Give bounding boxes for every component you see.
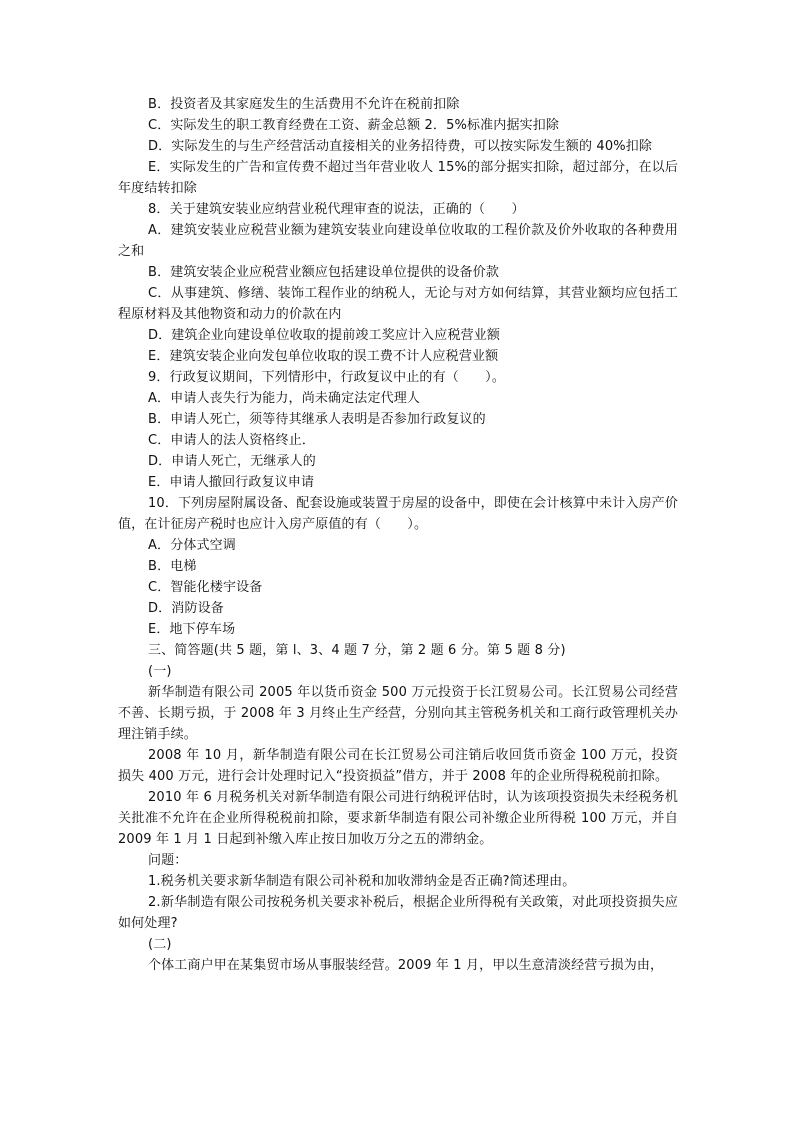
option-line: E．申请人撤回行政复议申请 <box>148 475 315 490</box>
question-label: 问题： <box>148 853 188 868</box>
question-line: 10．下列房屋附属设备、配套设施或装置于房屋的设备中，即使在会计核算中未计入房产价值，在计征房产税时也应计入房产原值的有（ ）。 <box>118 496 678 532</box>
question-line: 9．行政复议期间，下列情形中，行政复议中止的有（ ）。 <box>148 370 505 385</box>
option-line: E．地下停车场 <box>148 622 236 637</box>
option-line: E．实际发生的广告和宣传费不超过当年营业收人 15%的部分据实扣除，超过部分，在以后年度结转扣除 <box>118 160 678 196</box>
option-line: B．申请人死亡，须等待其继承人表明是否参加行政复议的 <box>148 412 486 427</box>
option-line: E．建筑安装企业向发包单位收取的误工费不计人应税营业额 <box>148 349 499 364</box>
question-line: 8．关于建筑安装业应纳营业税代理审查的说法，正确的（ ） <box>148 202 525 217</box>
option-line: A．分体式空调 <box>148 538 236 553</box>
section-heading: 三、简答题(共 5 题，第 l、3、4 题 7 分，第 2 题 6 分。第 5 题 8 分) <box>148 643 566 658</box>
option-line: B．电梯 <box>148 559 197 574</box>
option-line: C．申请人的法人资格终止． <box>148 433 316 448</box>
case-number: (一) <box>148 664 172 679</box>
case-paragraph: 新华制造有限公司 2005 年以货币资金 500 万元投资于长江贸易公司。长江贸易公司经营不善、长期亏损，于 2008 年 3 月终止生产经营，分别向其主管税务机关和工商行政管理机关办理注销手续。 <box>118 685 678 742</box>
case-paragraph: 2010 年 6 月税务机关对新华制造有限公司进行纳税评估时，认为该项投资损失未经税务机关批准不允许在企业所得税税前扣除，要求新华制造有限公司补缴企业所得税 100 万元，并自 2009 年 1 月 1 日起到补缴入库止按日加收万分之五的滞纳金。 <box>118 790 678 847</box>
case-paragraph: 2008 年 10 月，新华制造有限公司在长江贸易公司注销后收回货币资金 100 万元，投资损失 400 万元，进行会计处理时记入“投资损益”借方，并于 2008 年的企业所得税税前扣除。 <box>118 748 678 784</box>
question-item: 1.税务机关要求新华制造有限公司补税和加收滞纳金是否正确?简述理由。 <box>148 874 576 889</box>
question-item: 2.新华制造有限公司按税务机关要求补税后，根据企业所得税有关政策，对此项投资损失应如何处理? <box>118 895 678 931</box>
case-number: (二) <box>148 937 172 952</box>
option-line: D．申请人死亡，无继承人的 <box>148 454 316 469</box>
option-line: C．智能化楼宇设备 <box>148 580 263 595</box>
option-line: A．建筑安装业应税营业额为建筑安装业向建设单位收取的工程价款及价外收取的各种费用之和 <box>118 223 678 259</box>
option-line: D．消防设备 <box>148 601 224 616</box>
option-line: D．建筑企业向建设单位收取的提前竣工奖应计入应税营业额 <box>148 328 501 343</box>
case-paragraph: 个体工商户甲在某集贸市场从事服装经营。2009 年 1 月，甲以生意清淡经营亏损为由， <box>148 958 664 973</box>
option-line: B．建筑安装企业应税营业额应包括建设单位提供的设备价款 <box>148 265 499 280</box>
option-line: D．实际发生的与生产经营活动直接相关的业务招待费，可以按实际发生额的 40%扣除 <box>148 139 653 154</box>
document-body <box>0 94 794 976</box>
option-line: C．实际发生的职工教育经费在工资、薪金总额 2．5%标准内据实扣除 <box>148 118 560 133</box>
option-line: A．申请人丧失行为能力，尚未确定法定代理人 <box>148 391 421 406</box>
option-line: C．从事建筑、修缮、装饰工程作业的纳税人，无论与对方如何结算，其营业额均应包括工程原材料及其他物资和动力的价款在内 <box>118 286 678 322</box>
option-line: B．投资者及其家庭发生的生活费用不允许在税前扣除 <box>148 97 460 112</box>
